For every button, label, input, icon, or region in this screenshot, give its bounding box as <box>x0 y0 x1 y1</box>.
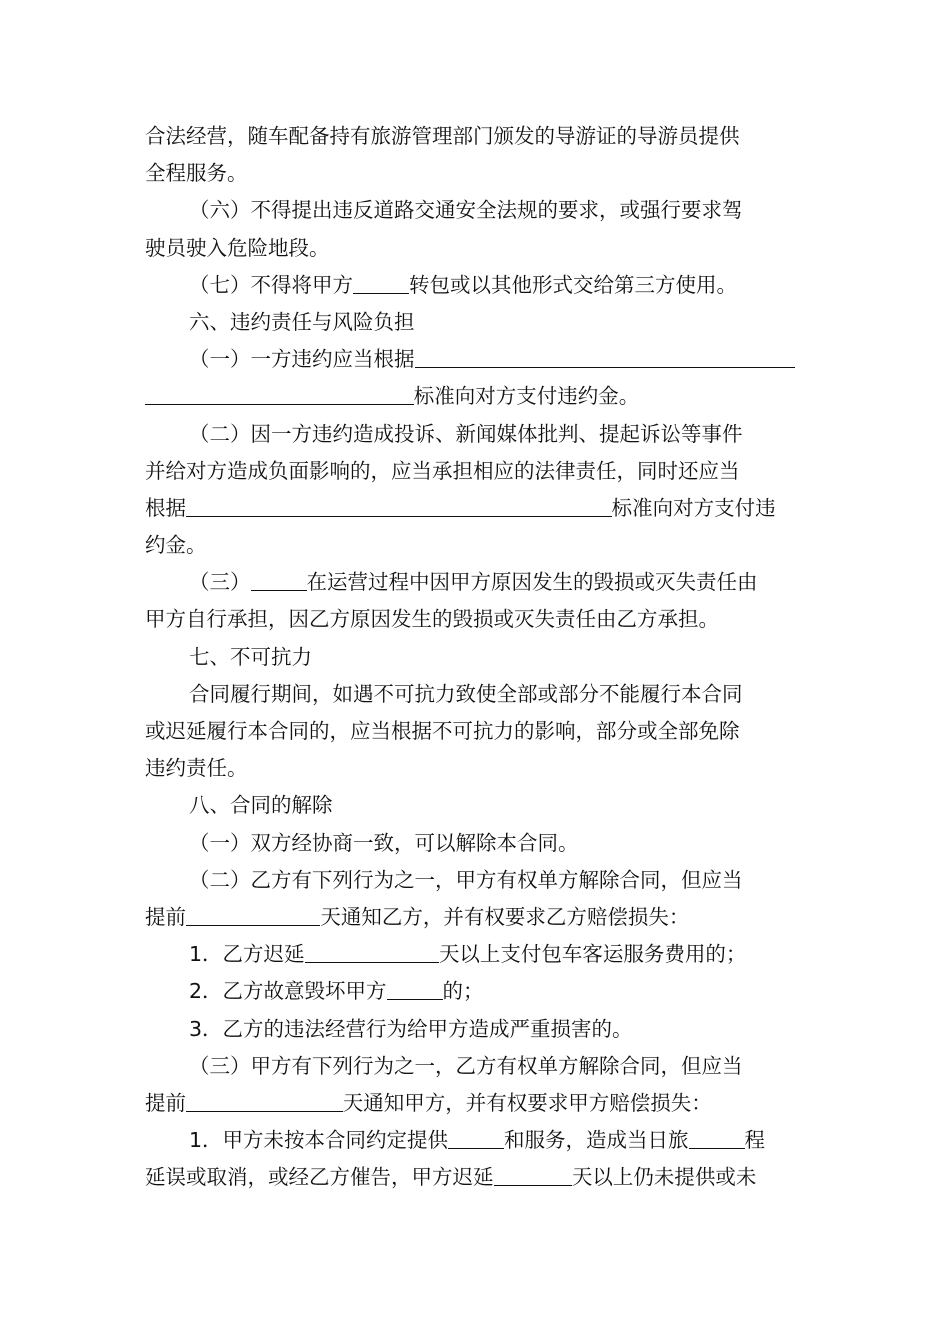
fill-in-blank <box>186 494 612 517</box>
text-segment: （一）双方经协商一致，可以解除本合同。 <box>189 830 579 855</box>
text-line-9 <box>145 416 810 453</box>
text-segment: （七）不得将甲方 <box>189 272 353 297</box>
text-segment: 天以上支付包车客运服务费用的； <box>438 942 747 967</box>
text-segment: 1．甲方未按本合同约定提供 <box>189 1128 449 1153</box>
text-line-11 <box>145 490 810 527</box>
text-line-27 <box>145 1085 810 1122</box>
text-line-22 <box>145 899 810 936</box>
text-segment: 2．乙方故意毁坏甲方 <box>189 979 387 1004</box>
text-segment: 六、违约责任与风险负担 <box>189 309 415 334</box>
text-line-7 <box>145 341 810 378</box>
section-heading-termination <box>145 787 810 824</box>
text-line-2 <box>145 155 810 192</box>
text-segment: 约金。 <box>145 533 207 558</box>
list-item-3 <box>145 1011 810 1048</box>
text-segment: 全程服务。 <box>145 161 248 186</box>
text-segment: 3．乙方的违法经营行为给甲方造成严重损害的。 <box>189 1016 633 1041</box>
text-segment: 并给对方造成负面影响的，应当承担相应的法律责任，同时还应当 <box>145 458 740 483</box>
text-segment: （一）一方违约应当根据 <box>189 347 415 372</box>
text-segment: （二）因一方违约造成投诉、新闻媒体批判、提起诉讼等事件 <box>189 421 743 446</box>
fill-in-blank <box>387 977 443 1000</box>
text-segment: 转包或以其他形式交给第三方使用。 <box>409 272 737 297</box>
text-segment: 1．乙方迟延 <box>189 942 305 967</box>
text-segment: 驶员驶入危险地段。 <box>145 235 330 260</box>
text-line-13 <box>145 564 810 601</box>
fill-in-blank <box>186 1089 343 1112</box>
list-item-1b <box>145 1122 810 1159</box>
text-segment: 八、合同的解除 <box>189 793 333 818</box>
text-segment: 标准向对方支付违 <box>611 495 776 520</box>
text-line-12 <box>145 527 810 564</box>
text-line-21 <box>145 862 810 899</box>
text-line-14 <box>145 601 810 638</box>
text-line-10 <box>145 453 810 490</box>
text-segment: 违约责任。 <box>145 756 248 781</box>
text-line-20 <box>145 825 810 862</box>
text-segment: 天通知乙方，并有权要求乙方赔偿损失： <box>320 904 690 929</box>
text-segment: （三）甲方有下列行为之一，乙方有权单方解除合同，但应当 <box>189 1053 743 1078</box>
text-line-1 <box>145 118 810 155</box>
text-segment: 七、不可抗力 <box>189 644 312 669</box>
text-line-8 <box>145 378 810 415</box>
text-segment: 合同履行期间，如遇不可抗力致使全部或部分不能履行本合同 <box>189 681 743 706</box>
text-segment: 标准向对方支付违约金。 <box>413 384 640 409</box>
text-line-26 <box>145 1048 810 1085</box>
fill-in-blank <box>251 568 307 591</box>
text-line-16 <box>145 676 810 713</box>
fill-in-blank <box>448 1126 504 1149</box>
section-heading-force-majeure <box>145 639 810 676</box>
text-segment: 或迟延履行本合同的，应当根据不可抗力的影响，部分或全部免除 <box>145 719 740 743</box>
text-segment: 和服务，造成当日旅 <box>504 1128 689 1153</box>
text-segment: 提前 <box>145 904 186 929</box>
fill-in-blank <box>415 345 796 368</box>
fill-in-blank <box>689 1126 745 1149</box>
text-line-17 <box>145 713 810 750</box>
document-page <box>145 118 810 1196</box>
text-line-4 <box>145 230 810 267</box>
text-segment: （二）乙方有下列行为之一，甲方有权单方解除合同，但应当 <box>189 867 743 892</box>
fill-in-blank <box>353 271 409 294</box>
text-segment: 甲方自行承担，因乙方原因发生的毁损或灭失责任由乙方承担。 <box>145 607 719 632</box>
section-heading-breach <box>145 304 810 341</box>
text-segment: 天以上仍未提供或未 <box>571 1165 757 1190</box>
text-line-3 <box>145 192 810 229</box>
text-segment: 合法经营，随车配备持有旅游管理部门颁发的导游证的导游员提供 <box>145 124 740 148</box>
fill-in-blank <box>145 382 414 405</box>
text-segment: 提前 <box>145 1090 186 1115</box>
list-item-1 <box>145 936 810 973</box>
fill-in-blank <box>186 903 320 926</box>
text-line-18 <box>145 750 810 787</box>
text-segment: 延误或取消，或经乙方催告，甲方迟延 <box>145 1165 494 1190</box>
text-segment: 根据 <box>145 495 186 520</box>
fill-in-blank <box>305 940 439 963</box>
text-segment: （六）不得提出违反道路交通安全法规的要求，或强行要求驾 <box>189 198 743 223</box>
text-line-29 <box>145 1159 810 1196</box>
fill-in-blank <box>494 1163 572 1186</box>
text-segment: 程 <box>744 1128 766 1153</box>
text-segment: 天通知甲方，并有权要求甲方赔偿损失： <box>342 1090 712 1115</box>
text-segment: （三） <box>189 570 251 595</box>
list-item-2 <box>145 973 810 1010</box>
text-segment: 在运营过程中因甲方原因发生的毁损或灭失责任由 <box>306 570 758 595</box>
text-line-5 <box>145 267 810 304</box>
text-segment: 的； <box>442 979 484 1004</box>
